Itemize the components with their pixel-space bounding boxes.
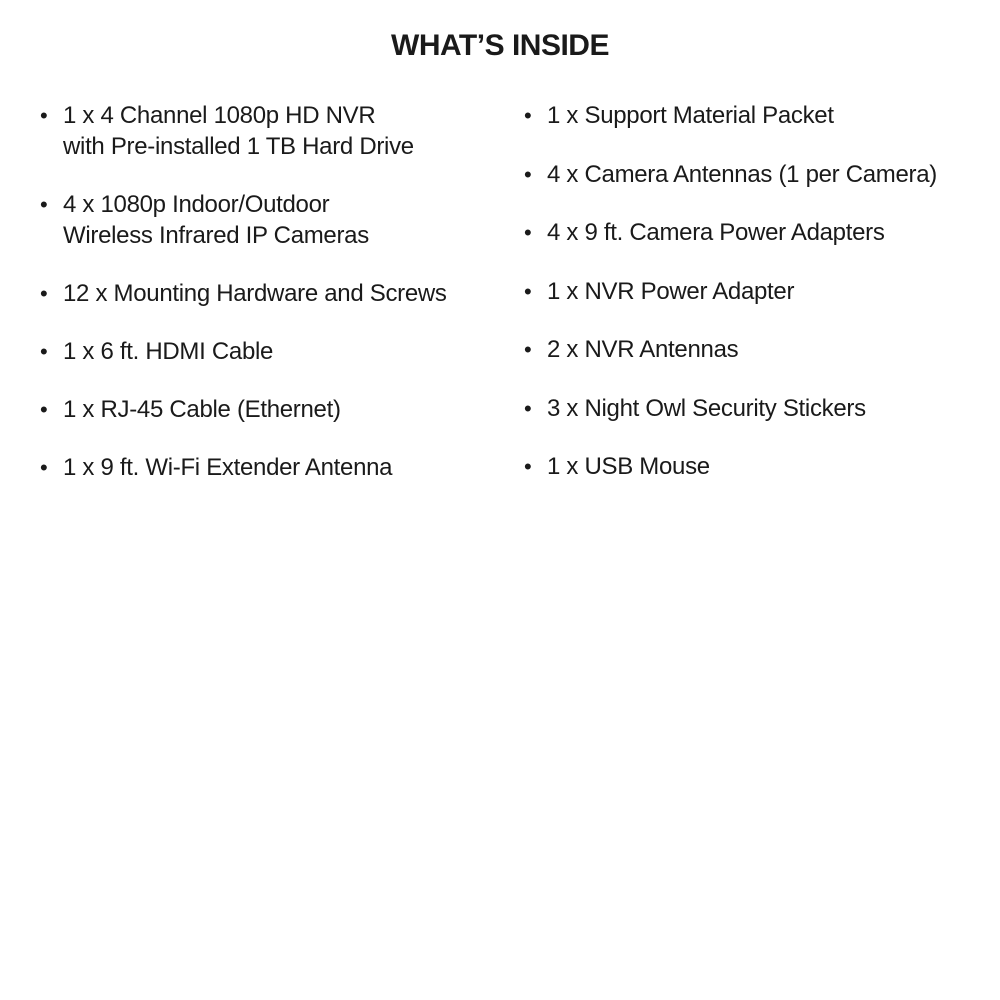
item-text: 4 x 9 ft. Camera Power Adapters xyxy=(547,219,885,246)
item-text: 12 x Mounting Hardware and Screws xyxy=(63,280,447,307)
list-item xyxy=(40,336,500,367)
bullet-icon: • xyxy=(524,220,532,245)
page-title: WHAT’S INSIDE xyxy=(391,29,609,62)
item-text: 1 x 9 ft. Wi-Fi Extender Antenna xyxy=(63,454,393,481)
item-text: 1 x 6 ft. HDMI Cable xyxy=(63,338,274,365)
list-item xyxy=(40,189,500,251)
item-text: 1 x NVR Power Adapter xyxy=(547,277,795,305)
list-item xyxy=(524,393,984,424)
bullet-icon: • xyxy=(40,103,48,128)
bullet-icon: • xyxy=(524,395,532,421)
item-text: 2 x NVR Antennas xyxy=(547,336,739,363)
list-item xyxy=(524,217,984,248)
item-text: 1 x Support Material Packet xyxy=(547,102,834,129)
item-text: 3 x Night Owl Security Stickers xyxy=(547,394,866,422)
bullet-icon: • xyxy=(524,161,532,187)
contents-list-left xyxy=(40,100,500,510)
item-text: 1 x RJ-45 Cable (Ethernet) xyxy=(63,396,341,423)
bullet-icon: • xyxy=(524,278,532,304)
item-text-continued: with Pre-installed 1 TB Hard Drive xyxy=(63,133,414,160)
bullet-icon: • xyxy=(40,339,48,364)
item-text: 4 x 1080p Indoor/Outdoor xyxy=(63,191,330,218)
item-text: 1 x USB Mouse xyxy=(547,453,710,480)
bullet-icon: • xyxy=(524,337,532,362)
list-item xyxy=(40,100,500,162)
contents-list-right xyxy=(524,100,984,510)
list-item xyxy=(524,334,984,365)
item-text: 4 x Camera Antennas (1 per Camera) xyxy=(547,160,937,188)
bullet-icon: • xyxy=(524,454,532,479)
item-text-continued: Wireless Infrared IP Cameras xyxy=(63,222,369,249)
bullet-icon: • xyxy=(524,103,532,128)
list-item xyxy=(40,278,500,309)
list-item xyxy=(40,394,500,425)
list-item xyxy=(524,276,984,307)
bullet-icon: • xyxy=(40,455,48,480)
item-text: 1 x 4 Channel 1080p HD NVR xyxy=(63,102,376,129)
list-item xyxy=(524,159,984,190)
list-item xyxy=(524,100,984,131)
bullet-icon: • xyxy=(40,281,48,306)
bullet-icon: • xyxy=(40,397,48,422)
bullet-icon: • xyxy=(40,192,48,217)
list-item xyxy=(524,451,984,482)
list-item xyxy=(40,452,500,483)
